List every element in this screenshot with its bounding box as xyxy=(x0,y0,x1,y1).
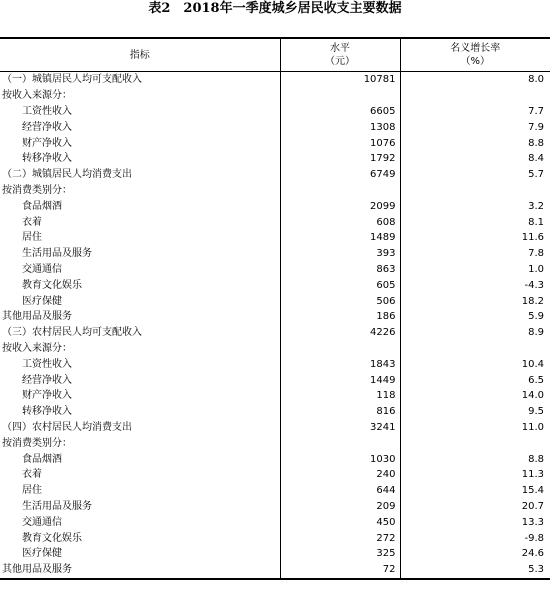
row-level-value: 325 xyxy=(280,546,400,562)
row-label: 居住 xyxy=(22,232,42,244)
table-row xyxy=(0,104,550,120)
row-level-value xyxy=(280,341,400,357)
row-level-value: 1489 xyxy=(280,230,400,246)
row-level-value: 605 xyxy=(280,277,400,293)
table-row xyxy=(0,546,550,562)
row-growth-rate: 13.3 xyxy=(400,514,550,530)
row-growth-rate: 8.8 xyxy=(400,135,550,151)
row-growth-rate: 5.3 xyxy=(400,562,550,579)
row-growth-rate: 15.4 xyxy=(400,483,550,499)
row-label: 食品烟酒 xyxy=(22,200,62,212)
header-level xyxy=(280,38,400,72)
row-label: 工资性收入 xyxy=(22,105,72,117)
table-row xyxy=(0,499,550,515)
row-growth-rate: 20.7 xyxy=(400,499,550,515)
row-level-value xyxy=(280,88,400,104)
row-level-value: 72 xyxy=(280,562,400,579)
table-title: 表2 2018年一季度城乡居民收支主要数据 xyxy=(148,1,402,16)
row-label: 交通通信 xyxy=(22,516,62,528)
table-row xyxy=(0,514,550,530)
row-label: 转移净收入 xyxy=(22,406,72,418)
row-level-value: 10781 xyxy=(280,72,400,88)
table-row xyxy=(0,88,550,104)
row-growth-rate: 8.4 xyxy=(400,151,550,167)
row-growth-rate: -4.3 xyxy=(400,277,550,293)
row-growth-rate: 8.1 xyxy=(400,214,550,230)
row-growth-rate: 11.0 xyxy=(400,420,550,436)
header-level-label: 水平 xyxy=(330,43,350,54)
row-growth-rate xyxy=(400,183,550,199)
row-level-value: 186 xyxy=(280,309,400,325)
table-row xyxy=(0,246,550,262)
table-row xyxy=(0,404,550,420)
row-level-value: 393 xyxy=(280,246,400,262)
row-level-value xyxy=(280,183,400,199)
header-indicator: 指标 xyxy=(0,38,280,72)
row-growth-rate: -9.8 xyxy=(400,530,550,546)
row-level-value xyxy=(280,435,400,451)
row-level-value: 240 xyxy=(280,467,400,483)
row-label: （三）农村居民人均可支配收入 xyxy=(2,327,142,339)
table-row xyxy=(0,119,550,135)
row-label: 衣着 xyxy=(22,216,42,228)
row-label: 生活用品及服务 xyxy=(22,500,92,512)
table-row xyxy=(0,530,550,546)
header-growth-rate xyxy=(400,38,550,72)
table-row xyxy=(0,435,550,451)
header-growth-unit: （%） xyxy=(460,56,490,67)
table-row xyxy=(0,72,550,88)
row-growth-rate xyxy=(400,88,550,104)
row-level-value: 644 xyxy=(280,483,400,499)
row-label: 其他用品及服务 xyxy=(2,311,72,323)
row-growth-rate: 7.8 xyxy=(400,246,550,262)
row-level-value: 1843 xyxy=(280,356,400,372)
row-growth-rate: 8.9 xyxy=(400,325,550,341)
row-label: 医疗保健 xyxy=(22,548,62,560)
row-label: （二）城镇居民人均消费支出 xyxy=(2,169,132,181)
table-row xyxy=(0,183,550,199)
row-label: 交通通信 xyxy=(22,263,62,275)
row-level-value: 118 xyxy=(280,388,400,404)
row-label: 衣着 xyxy=(22,469,42,481)
row-label: 转移净收入 xyxy=(22,153,72,165)
row-level-value: 6749 xyxy=(280,167,400,183)
row-label: （四）农村居民人均消费支出 xyxy=(2,421,132,433)
row-level-value: 816 xyxy=(280,404,400,420)
row-growth-rate xyxy=(400,341,550,357)
row-growth-rate: 3.2 xyxy=(400,198,550,214)
table-row xyxy=(0,230,550,246)
row-growth-rate: 24.6 xyxy=(400,546,550,562)
row-growth-rate: 18.2 xyxy=(400,293,550,309)
table-row xyxy=(0,420,550,436)
row-level-value: 1792 xyxy=(280,151,400,167)
row-label: 教育文化娱乐 xyxy=(22,279,82,291)
table-row xyxy=(0,214,550,230)
row-label: 居住 xyxy=(22,485,42,497)
row-level-value: 608 xyxy=(280,214,400,230)
table-row xyxy=(0,467,550,483)
row-label: 按消费类别分： xyxy=(2,184,72,196)
row-level-value: 3241 xyxy=(280,420,400,436)
table-row xyxy=(0,451,550,467)
row-growth-rate: 8.0 xyxy=(400,72,550,88)
row-growth-rate: 11.3 xyxy=(400,467,550,483)
table-row xyxy=(0,151,550,167)
row-growth-rate: 5.7 xyxy=(400,167,550,183)
row-level-value: 4226 xyxy=(280,325,400,341)
income-expenditure-table xyxy=(0,37,550,580)
row-growth-rate: 9.5 xyxy=(400,404,550,420)
row-label: （一）城镇居民人均可支配收入 xyxy=(2,74,142,86)
table-body xyxy=(0,72,550,579)
row-growth-rate: 8.8 xyxy=(400,451,550,467)
row-level-value: 450 xyxy=(280,514,400,530)
row-growth-rate: 1.0 xyxy=(400,262,550,278)
table-row xyxy=(0,198,550,214)
row-label: 按收入来源分： xyxy=(2,90,72,102)
row-growth-rate xyxy=(400,435,550,451)
table-row xyxy=(0,562,550,579)
table-row xyxy=(0,388,550,404)
table-row xyxy=(0,356,550,372)
row-label: 经营净收入 xyxy=(22,374,72,386)
header-growth-label: 名义增长率 xyxy=(450,43,501,54)
row-level-value: 272 xyxy=(280,530,400,546)
row-level-value: 2099 xyxy=(280,198,400,214)
row-label: 经营净收入 xyxy=(22,121,72,133)
header-level-unit: （元） xyxy=(325,56,355,67)
row-level-value: 863 xyxy=(280,262,400,278)
row-level-value: 6605 xyxy=(280,104,400,120)
row-growth-rate: 7.9 xyxy=(400,119,550,135)
table-row xyxy=(0,372,550,388)
table-row xyxy=(0,483,550,499)
table-row xyxy=(0,277,550,293)
row-label: 财产净收入 xyxy=(22,137,72,149)
row-growth-rate: 5.9 xyxy=(400,309,550,325)
table-row xyxy=(0,293,550,309)
row-level-value: 209 xyxy=(280,499,400,515)
row-label: 按消费类别分： xyxy=(2,437,72,449)
row-growth-rate: 7.7 xyxy=(400,104,550,120)
row-label: 按收入来源分： xyxy=(2,342,72,354)
table-row xyxy=(0,167,550,183)
table-row xyxy=(0,309,550,325)
row-level-value: 1308 xyxy=(280,119,400,135)
row-label: 工资性收入 xyxy=(22,358,72,370)
row-label: 教育文化娱乐 xyxy=(22,532,82,544)
table-row xyxy=(0,135,550,151)
table-row xyxy=(0,262,550,278)
row-growth-rate: 10.4 xyxy=(400,356,550,372)
table-row xyxy=(0,325,550,341)
row-label: 财产净收入 xyxy=(22,390,72,402)
row-label: 食品烟酒 xyxy=(22,453,62,465)
row-growth-rate: 11.6 xyxy=(400,230,550,246)
row-level-value: 1030 xyxy=(280,451,400,467)
row-label: 其他用品及服务 xyxy=(0,562,280,579)
row-level-value: 1449 xyxy=(280,372,400,388)
row-label: 医疗保健 xyxy=(22,295,62,307)
row-label: 生活用品及服务 xyxy=(22,248,92,260)
row-level-value: 506 xyxy=(280,293,400,309)
table-header-row xyxy=(0,38,550,72)
row-level-value: 1076 xyxy=(280,135,400,151)
table-row xyxy=(0,341,550,357)
row-growth-rate: 14.0 xyxy=(400,388,550,404)
row-growth-rate: 6.5 xyxy=(400,372,550,388)
